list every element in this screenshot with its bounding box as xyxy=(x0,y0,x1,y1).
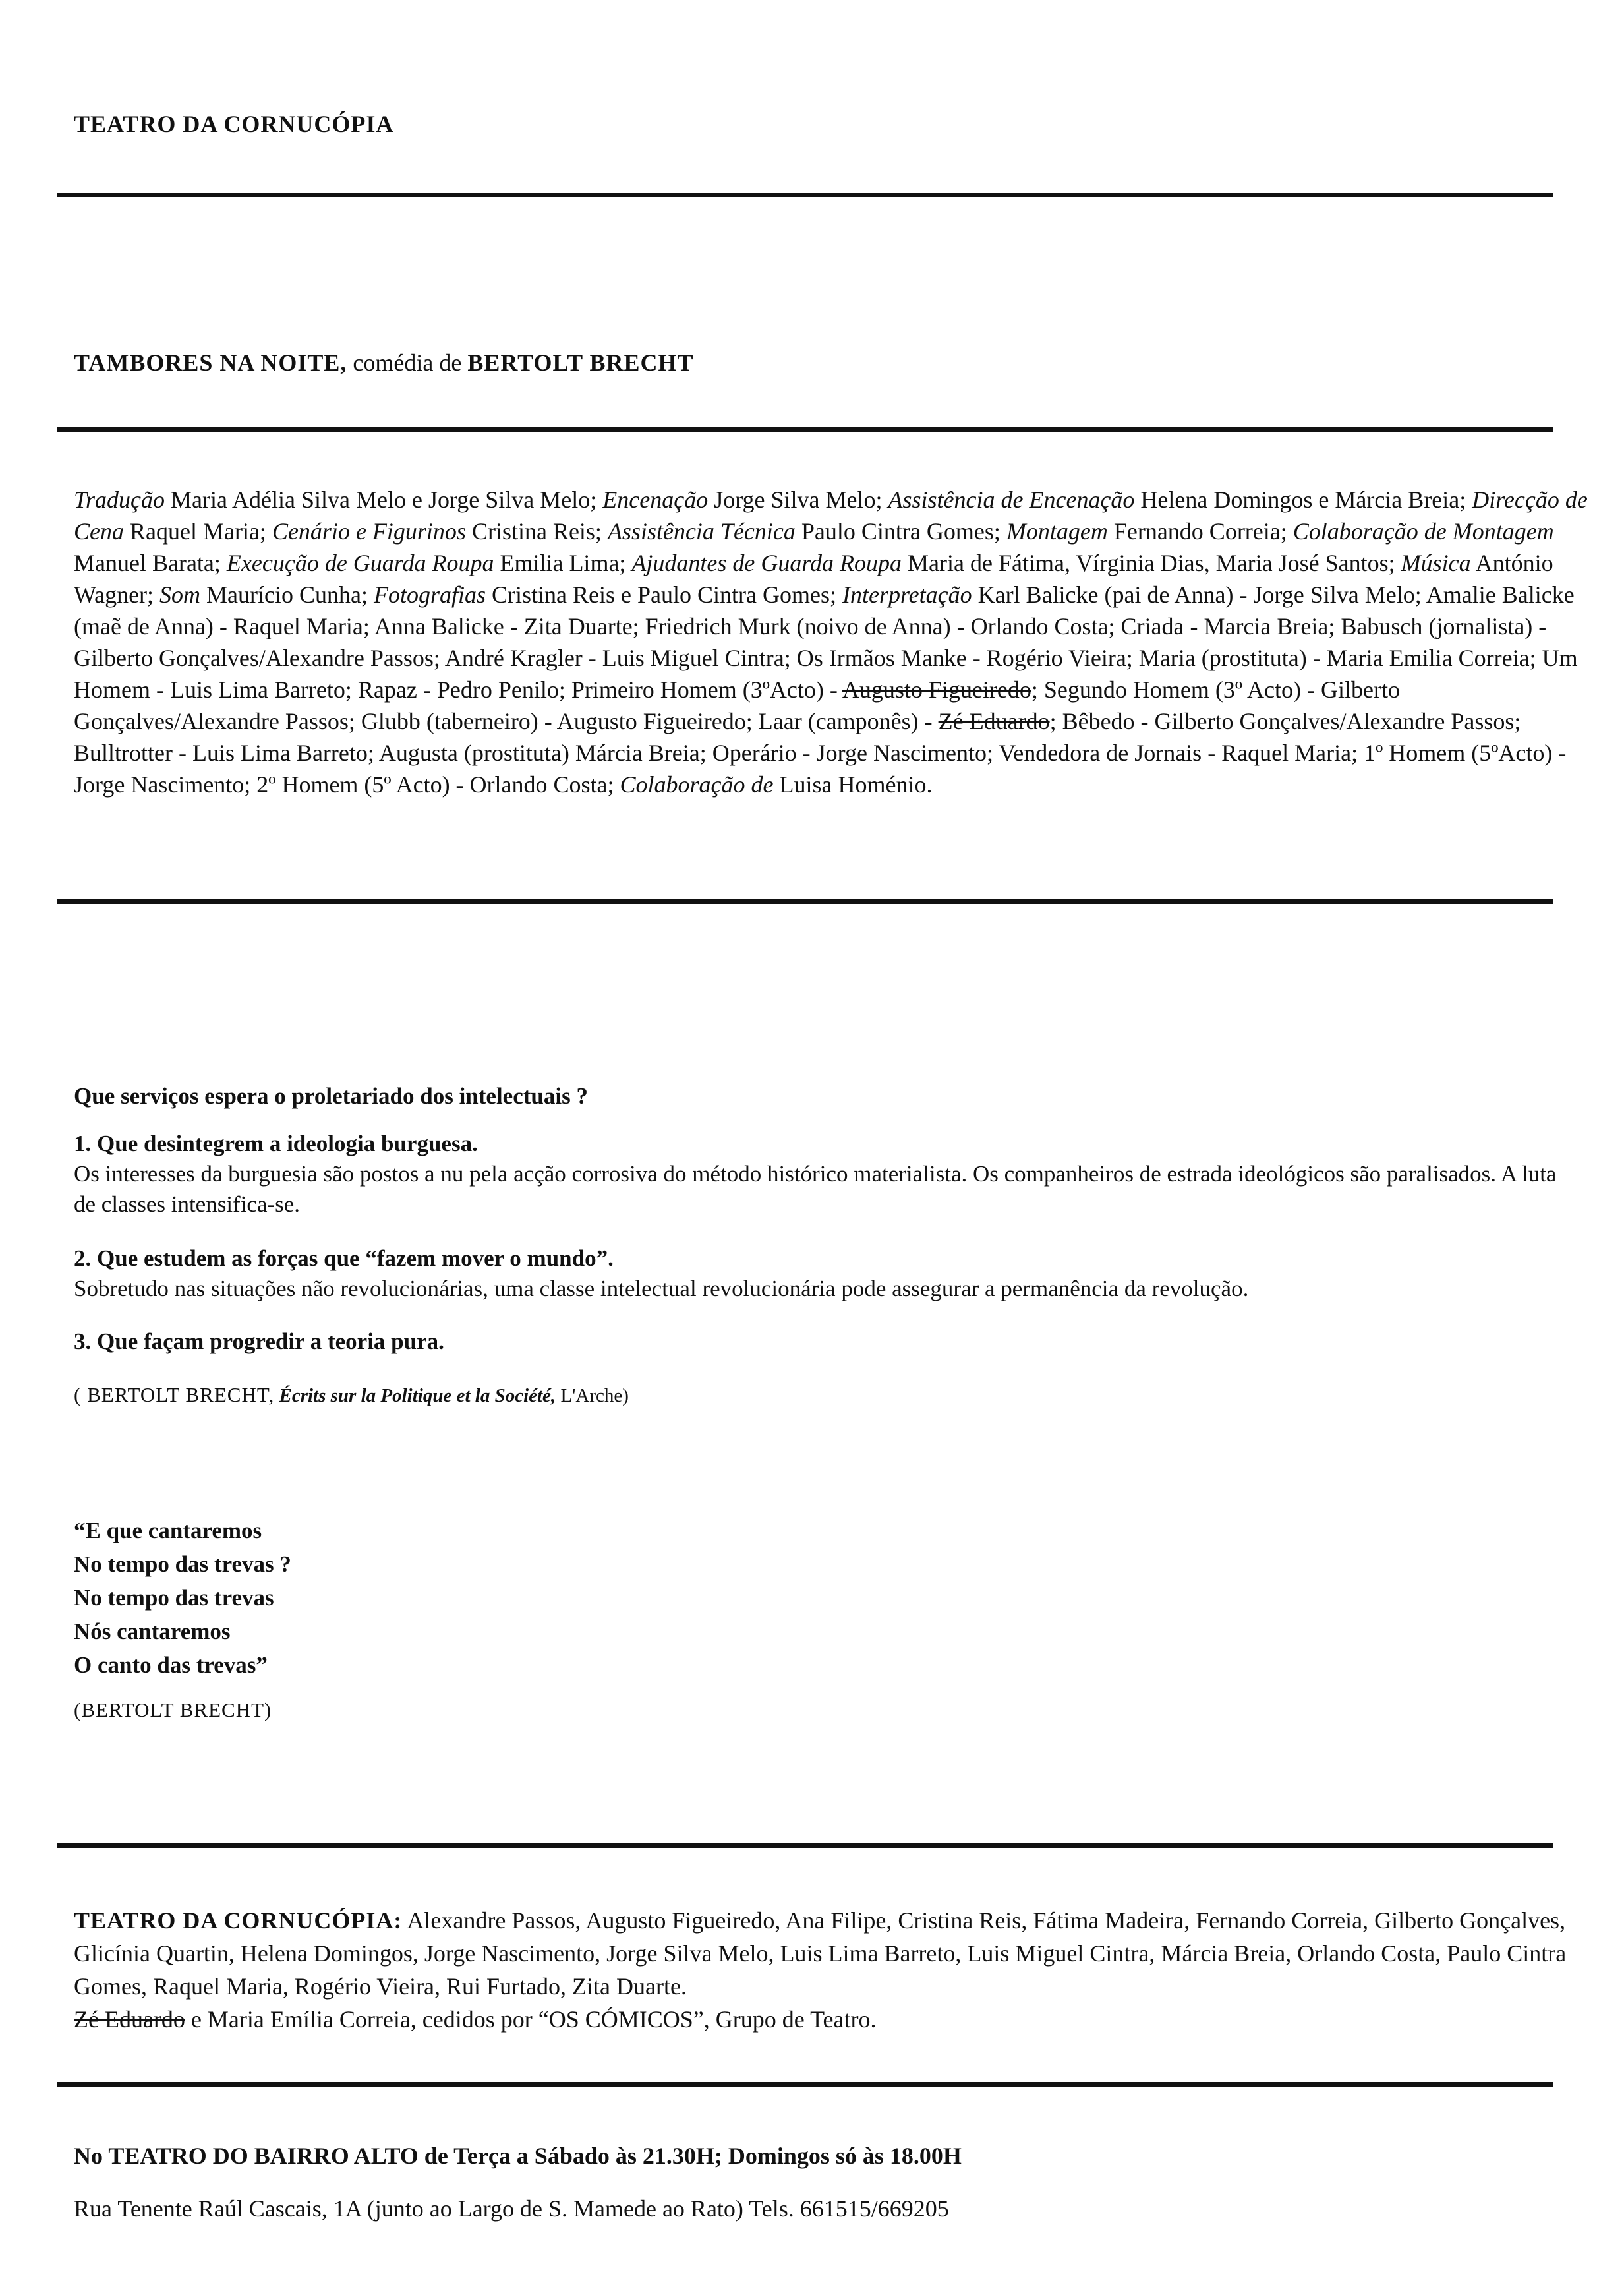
essay-point-heading: 3. Que façam progredir a teoria pura. xyxy=(74,1328,444,1354)
credit-text: Maria Adélia Silva Melo e Jorge Silva Melo; xyxy=(165,487,603,513)
credit-text: Maurício Cunha; xyxy=(200,581,374,608)
poem-line: O canto das trevas” xyxy=(74,1652,268,1678)
poem-line: No tempo das trevas xyxy=(74,1585,274,1611)
venue-address: Rua Tenente Raúl Cascais, 1A (junto ao Largo de S. Mamede ao Rato) Tels. 661515/669205 xyxy=(74,2195,949,2222)
essay-point-body: Os interesses da burguesia são postos a nu pela acção corrosiva do método histórico materialista. Os companheiros de estrada ideológicos são paralisados. A luta de classes intensifica-se. xyxy=(74,1161,1557,1217)
poem-attribution: (BERTOLT BRECHT) xyxy=(74,1698,272,1721)
play-author: BERTOLT BRECHT xyxy=(467,349,694,376)
credit-role: Som xyxy=(160,581,201,608)
citation-publisher: L'Arche) xyxy=(560,1385,629,1406)
company-guests: e Maria Emília Correia, cedidos por “OS CÓMICOS”, Grupo de Teatro. xyxy=(185,2006,877,2033)
credit-role: Música xyxy=(1401,550,1471,576)
credit-text: ; Bêbedo - Gilberto Gonçalves/Alexandre Passos; Bulltrotter - Luis Lima Barreto; Augusta (prostituta) Márcia Breia; Operário - Jorge Nascimento; Vendedora de Jornais - Raquel Maria; 1º Homem (5ºActo) - Jorge Nascimento; 2º Homem (5º Acto) - Orlando Costa; xyxy=(74,708,1567,798)
credit-role: Execução de Guarda Roupa xyxy=(226,550,494,576)
company-members-block xyxy=(74,1904,1570,2036)
venue-schedule: No TEATRO DO BAIRRO ALTO de Terça a Sábado às 21.30H; Domingos só às 18.00H xyxy=(74,2143,962,2169)
credit-role: Direcção de Cena xyxy=(74,487,1588,545)
struck-name: Zé Eduardo xyxy=(938,708,1050,734)
credit-text: Manuel Barata; xyxy=(74,550,227,576)
divider-rule xyxy=(57,1843,1553,1848)
credit-text: ; Segundo Homem (3º Acto) - Gilberto Gonçalves/Alexandre Passos; Glubb (taberneiro) - Augusto Figueiredo; Laar (camponês) - xyxy=(74,676,1400,734)
credit-role: Fotografias xyxy=(374,581,486,608)
poem xyxy=(74,1514,291,1682)
credit-role: Assistência de Encenação xyxy=(888,487,1135,513)
company-header: TEATRO DA CORNUCÓPIA xyxy=(74,111,394,137)
poem-line: No tempo das trevas ? xyxy=(74,1551,291,1577)
credit-role: Tradução xyxy=(74,487,165,513)
essay-point-heading: 1. Que desintegrem a ideologia burguesa. xyxy=(74,1131,478,1156)
credit-text: Karl Balicke (pai de Anna) - Jorge Silva Melo; Amalie Balicke (maẽ de Anna) - Raquel Maria; Anna Balicke - Zita Duarte; Friedrich Murk (noivo de Anna) - Orlando Costa; Criada - Marcia Breia; Babusch (jornalista) - Gilberto Gonçalves/Alexandre Passos; André Kragler - Luis Miguel Cintra; Os Irmãos Manke - Rogério Vieira; Maria (prostituta) - Maria Emilia Correia; Um Homem - Luis Lima Barreto; Rapaz - Pedro Penilo; Primeiro Homem (3ºActo) - xyxy=(74,581,1578,703)
credit-text: Cristina Reis; xyxy=(465,518,608,545)
essay-question: Que serviços espera o proletariado dos intelectuais ? xyxy=(74,1083,588,1109)
citation-title: Écrits sur la Politique et la Société, xyxy=(279,1385,556,1406)
credit-role: Ajudantes de Guarda Roupa xyxy=(631,550,902,576)
credit-role: Assistência Técnica xyxy=(607,518,796,545)
play-title-line xyxy=(74,349,694,376)
divider-rule xyxy=(57,2082,1553,2087)
essay-citation xyxy=(74,1383,629,1408)
credit-text: Raquel Maria; xyxy=(124,518,272,545)
credit-text: Paulo Cintra Gomes; xyxy=(795,518,1006,545)
struck-name: Augusto Figueiredo xyxy=(842,676,1031,703)
credit-text: Jorge Silva Melo; xyxy=(708,487,888,513)
credit-role: Colaboração de Montagem xyxy=(1292,518,1554,545)
credits-block xyxy=(74,484,1610,800)
company-label: TEATRO DA CORNUCÓPIA: xyxy=(74,1907,403,1934)
credit-text: António Wagner; xyxy=(74,550,1553,608)
credit-text: Helena Domingos e Márcia Breia; xyxy=(1134,487,1472,513)
credit-text: Fernando Correia; xyxy=(1107,518,1293,545)
play-title: TAMBORES NA NOITE, xyxy=(74,349,347,376)
credit-role: Cenário e Figurinos xyxy=(272,518,466,545)
poem-line: “E que cantaremos xyxy=(74,1518,262,1543)
poem-line: Nós cantaremos xyxy=(74,1619,231,1644)
credit-role: Encenação xyxy=(602,487,709,513)
credit-text: Luisa Homénio. xyxy=(773,771,933,798)
genre-connector: comédia de xyxy=(353,349,462,376)
credit-role: Montagem xyxy=(1006,518,1108,545)
essay-point-2 xyxy=(74,1243,1563,1304)
essay-point-heading: 2. Que estudem as forças que “fazem mover o mundo”. xyxy=(74,1245,614,1271)
credit-text: Cristina Reis e Paulo Cintra Gomes; xyxy=(486,581,842,608)
citation-author: ( BERTOLT BRECHT, xyxy=(74,1383,275,1406)
credit-role: Colaboração de xyxy=(620,771,774,798)
essay-point-1 xyxy=(74,1129,1563,1220)
credit-text: Maria de Fátima, Vírginia Dias, Maria José Santos; xyxy=(902,550,1401,576)
essay-point-body: Sobretudo nas situações não revolucionárias, uma classe intelectual revolucionária pode assegurar a permanência da revolução. xyxy=(74,1276,1249,1301)
divider-rule xyxy=(57,427,1553,432)
struck-member-name: Zé Eduardo xyxy=(74,2006,185,2033)
divider-rule xyxy=(57,193,1553,197)
credit-text: Emilia Lima; xyxy=(494,550,632,576)
company-members: Alexandre Passos, Augusto Figueiredo, Ana Filipe, Cristina Reis, Fátima Madeira, Fernando Correia, Gilberto Gonçalves, Glicínia Quartin, Helena Domingos, Jorge Nascimento, Jorge Silva Melo, Luis Lima Barreto, Luis Miguel Cintra, Márcia Breia, Orlando Costa, Paulo Cintra Gomes, Raquel Maria, Rogério Vieira, Rui Furtado, Zita Duarte. xyxy=(74,1907,1567,2000)
credit-role: Interpretação xyxy=(842,581,972,608)
divider-rule xyxy=(57,899,1553,904)
essay-point-3 xyxy=(74,1326,1563,1357)
